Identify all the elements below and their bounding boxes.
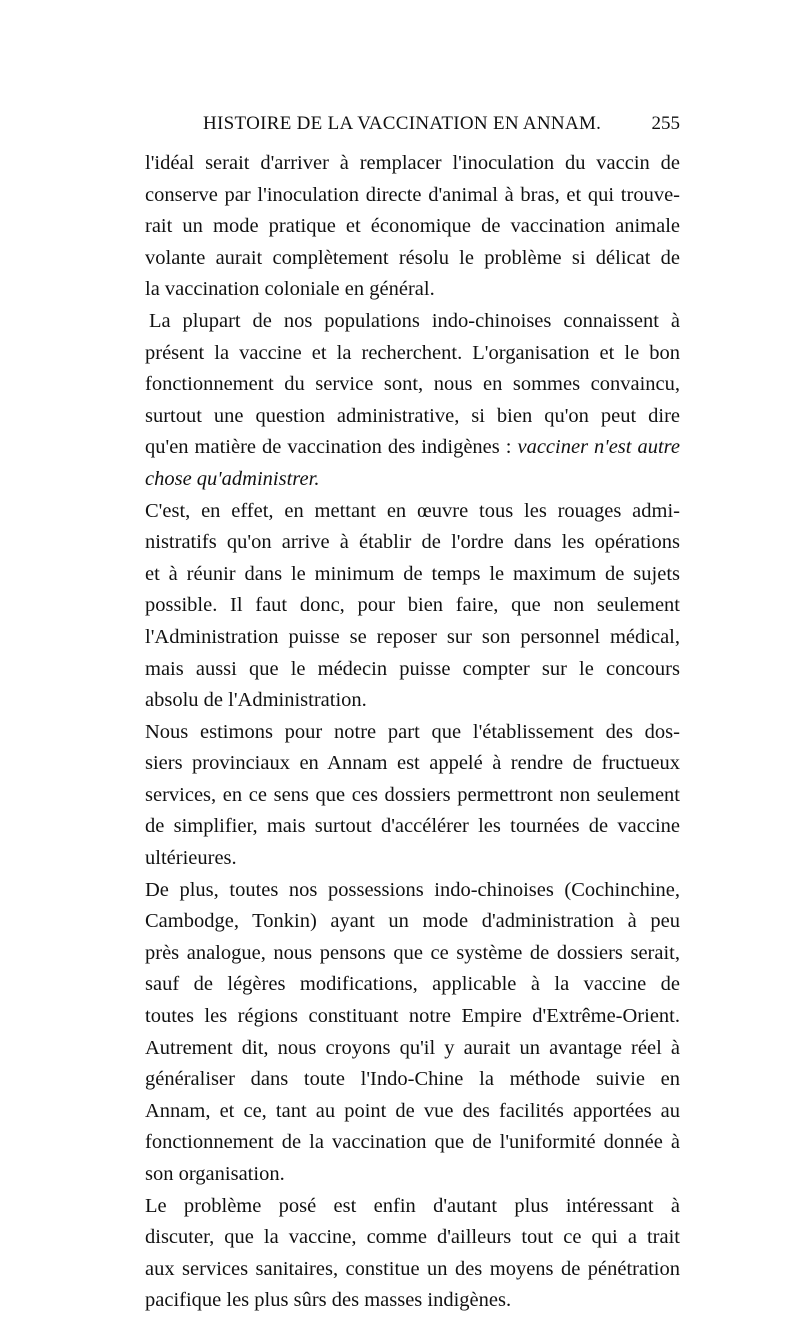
text-line: Le problème posé est enfin d'autant plus intéressant à	[145, 1194, 680, 1217]
running-head	[145, 113, 680, 143]
text-line: l'idéal serait d'arriver à remplacer l'inoculation du vaccin de	[145, 152, 680, 174]
paragraph-1	[145, 148, 680, 306]
text-line: ultérieures.	[145, 847, 237, 870]
text-line: près analogue, nous pensons que ce système de dossiers serait,	[145, 941, 680, 964]
body-text	[145, 148, 680, 1317]
text-line: conserve par l'inoculation directe d'animal à bras, et qui trouve-	[145, 183, 680, 206]
text-line: surtout une question administrative, si bien qu'on peut dire	[145, 404, 680, 427]
text-line: fonctionnement de la vaccination que de l'uniformité donnée à	[145, 1131, 680, 1154]
text-line: C'est, en effet, en mettant en œuvre tous les rouages admi-	[145, 499, 680, 522]
text-line: Autrement dit, nous croyons qu'il y aurait un avantage réel à	[145, 1036, 680, 1059]
text-line: l'Administration puisse se reposer sur son personnel médical,	[145, 625, 680, 648]
page-number: 255	[651, 113, 680, 134]
text-line: sauf de légères modifications, applicable à la vaccine de	[145, 973, 680, 996]
text-line: De plus, toutes nos possessions indo-chinoises (Cochinchine,	[145, 878, 680, 901]
text-line: Annam, et ce, tant au point de vue des facilités apportées au	[145, 1099, 680, 1122]
text-line: et à réunir dans le minimum de temps le maximum de sujets	[145, 562, 680, 585]
text-line: services, en ce sens que ces dossiers permettront non seulement	[145, 783, 680, 806]
text-line: de simplifier, mais surtout d'accélérer les tournées de vaccine	[145, 815, 680, 838]
text-line: son organisation.	[145, 1163, 285, 1185]
text-line: discuter, que la vaccine, comme d'ailleurs tout ce qui a trait	[145, 1226, 680, 1249]
running-title: HISTOIRE DE LA VACCINATION EN ANNAM.	[203, 113, 602, 134]
emphasized-line: chose qu'administrer.	[145, 467, 320, 490]
text-line-with-emphasis	[145, 432, 680, 464]
text-line: Nous estimons pour notre part que l'établissement des dos-	[145, 720, 680, 743]
paragraph-2	[145, 306, 680, 496]
text-line: possible. Il faut donc, pour bien faire, que non seulement	[145, 594, 680, 617]
paragraph-6	[145, 1191, 680, 1317]
text-line: nistratifs qu'on arrive à établir de l'ordre dans les opérations	[145, 531, 680, 554]
text-line: généraliser dans toute l'Indo-Chine la méthode suivie en	[145, 1068, 680, 1091]
text-line: la vaccination coloniale en général.	[145, 278, 435, 301]
text-line: pacifique les plus sûrs des masses indigènes.	[145, 1289, 512, 1312]
text-line: absolu de l'Administration.	[145, 689, 367, 712]
text-line: mais aussi que le médecin puisse compter sur le concours	[145, 657, 680, 680]
text-line: Cambodge, Tonkin) ayant un mode d'administration à peu	[145, 910, 680, 933]
text-line: présent la vaccine et la recherchent. L'organisation et le bon	[145, 341, 680, 364]
text-line: rait un mode pratique et économique de vaccination animale	[145, 215, 680, 238]
text-line: La plupart de nos populations indo-chinoises connaissent à	[149, 309, 680, 332]
text-line: aux services sanitaires, constitue un des moyens de pénétration	[145, 1257, 680, 1280]
text-line: toutes les régions constituant notre Empire d'Extrême-Orient.	[145, 1005, 680, 1028]
text-line: siers provinciaux en Annam est appelé à rendre de fructueux	[145, 752, 680, 775]
text-line: fonctionnement du service sont, nous en sommes convaincu,	[145, 373, 680, 396]
paragraph-4	[145, 717, 680, 875]
paragraph-5	[145, 875, 680, 1191]
emphasized-text: vacciner n'est autre	[517, 436, 680, 459]
paragraph-3	[145, 496, 680, 717]
text-segment: qu'en matière de vaccination des indigènes :	[145, 436, 512, 459]
text-line: volante aurait complètement résolu le problème si délicat de	[145, 246, 680, 269]
